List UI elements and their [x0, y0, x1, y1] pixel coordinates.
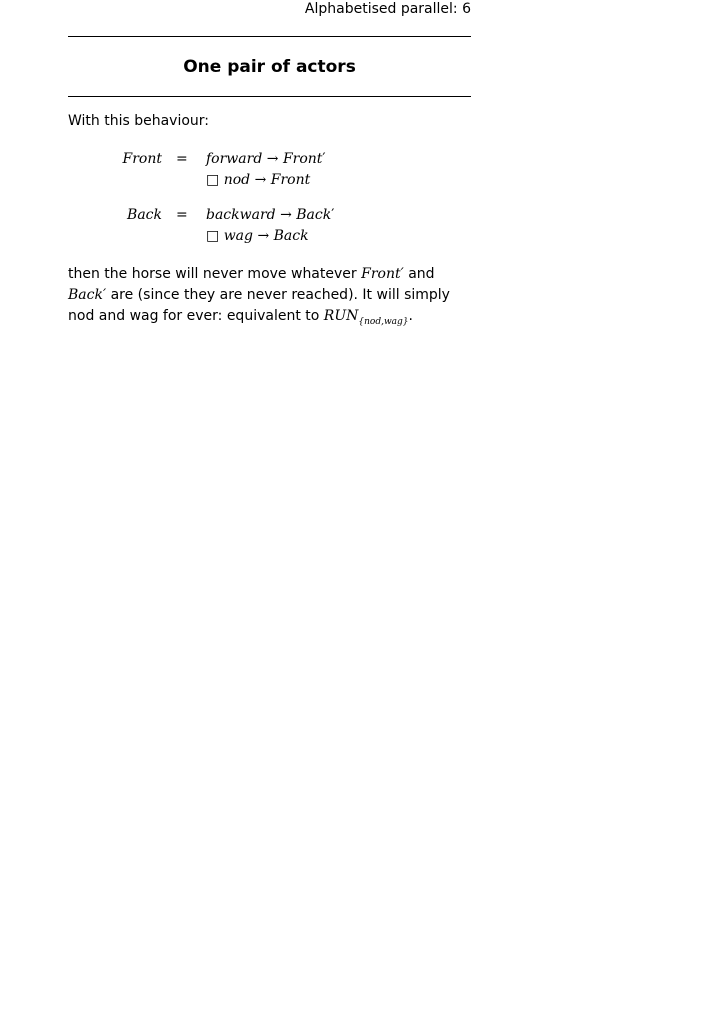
top-rule: [68, 36, 471, 37]
arrow-icon: →: [257, 228, 270, 244]
back-prime-term: Back′: [68, 287, 107, 303]
choice-box-icon: □: [206, 172, 220, 188]
section-title: One pair of actors: [183, 57, 356, 77]
front-equals: =: [176, 151, 188, 167]
paragraph-part-2: are (since they are never reached). It will simply nod and wag for ever: equivalent to: [68, 287, 450, 324]
choice-box-icon: □: [206, 228, 220, 244]
arrow-icon: →: [280, 207, 292, 223]
body-paragraph: [68, 264, 471, 333]
front-line-2: [206, 172, 310, 188]
paragraph-part-1: then the horse will never move whatever: [68, 266, 362, 282]
back-line-2: [206, 228, 309, 244]
front-line1-event: forward: [206, 151, 263, 167]
front-lhs: Front: [122, 151, 162, 167]
back-lhs: Back: [127, 207, 162, 223]
prime-mark: ′: [331, 207, 335, 223]
front-line1-target: Front: [282, 151, 323, 167]
back-line1-event: backward: [206, 207, 276, 223]
back-equals: =: [176, 207, 188, 223]
running-header: Alphabetised parallel: 6: [304, 1, 471, 17]
run-subscript: {nod,wag}: [358, 317, 409, 327]
arrow-icon: →: [266, 151, 279, 167]
back-line1-target: Back: [296, 207, 332, 223]
front-line2-target: Front: [270, 172, 311, 188]
run-term: RUN: [323, 308, 359, 324]
paragraph-end: .: [408, 308, 413, 324]
back-line2-event: wag: [223, 228, 253, 244]
arrow-icon: →: [254, 172, 267, 188]
prime-mark: ′: [322, 151, 326, 167]
bottom-rule: [68, 96, 471, 97]
back-line2-target: Back: [273, 228, 309, 244]
front-prime-term: Front′: [361, 266, 404, 282]
paragraph-and: and: [403, 266, 435, 282]
back-line-1: [206, 207, 334, 223]
intro-text: With this behaviour:: [68, 113, 210, 129]
front-line2-event: nod: [223, 172, 251, 188]
front-line-1: [206, 151, 326, 167]
